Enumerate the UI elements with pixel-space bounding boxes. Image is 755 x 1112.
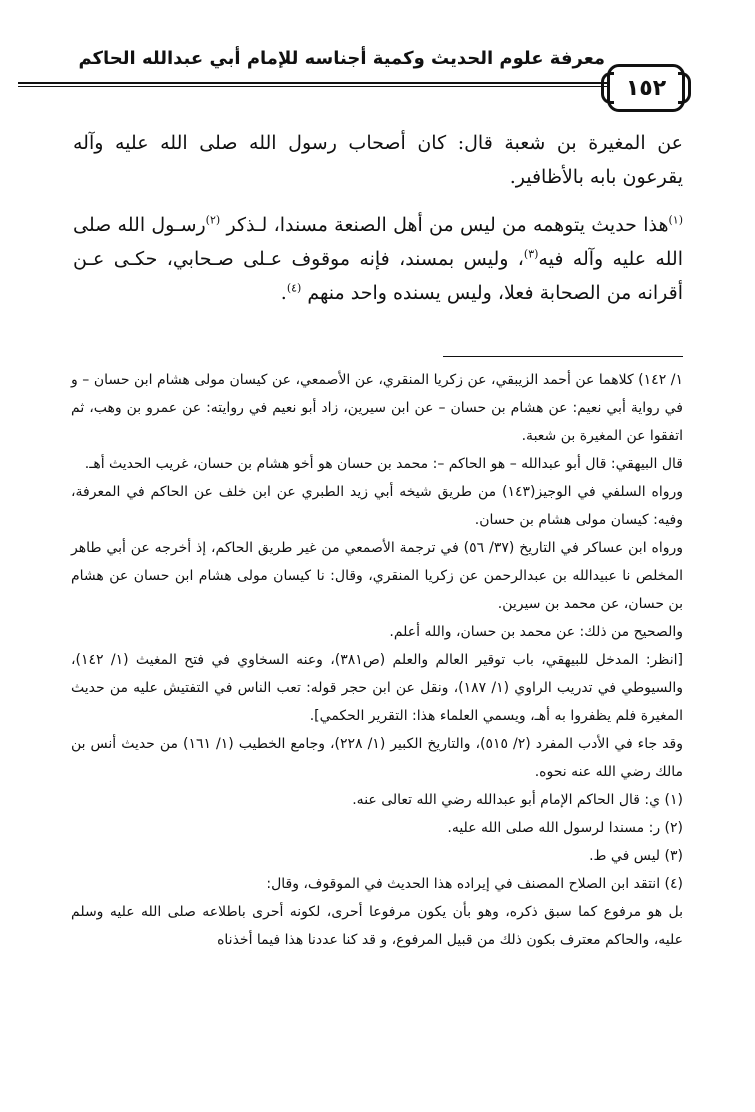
footnotes-section [71,366,683,954]
main-paragraph-2 [73,208,683,310]
footnote-paragraph: ١/ ١٤٢) كلاهما عن أحمد الزيبقي، عن زكريا المنقري، عن الأصمعي، عن كيسان مولى هشام ابن حسان – و في رواية أبي نعيم: عن هشام بن حسان – عن ابن سيرين، زاد أبو نعيم في روايته: عن عمرو بن وهب، ثم اتفقوا عن المغيرة بن شعبة. [71,372,683,444]
footnote-paragraph: بل هو مرفوع كما سبق ذكره، وهو بأن يكون مرفوعا أحرى، لكونه أحرى باطلاعه صلى الله عليه وسلم عليه، والحاكم معترف بكون ذلك من قبيل المرفوع، و قد كنا عددنا هذا فيما أخذناه [71,904,683,948]
footnote-paragraph: وقد جاء في الأدب المفرد (٢/ ٥١٥)، والتاريخ الكبير (١/ ٢٢٨)، وجامع الخطيب (١/ ١٦١) من حديث أنس بن مالك رضي الله عنه نحوه. [71,736,683,780]
header-rule [18,82,618,84]
main-paragraph-2-part-a: هذا حديث يتوهمه من ليس من أهل الصنعة مسندا، لـذكر [226,214,669,236]
page-number: ١٥٢ [625,75,667,101]
main-paragraph-2-part-c: ، وليس بمسند، فإنه موقوف عـلى صـحابي، حكـى عـن أقرانه من الصحابة فعلا، وليس يسنده واحد منهم [73,248,683,304]
footnote-paragraph: ورواه ابن عساكر في التاريخ (٣٧/ ٥٦) في ترجمة الأصمعي من غير طريق الحاكم، إذ أخرجه عن أبي طاهر المخلص نا عبيدالله بن عبدالرحمن عن زكريا المنقري، وقال: نا كيسان مولى هشام ابن حسان عن هشام بن حسان، عن محمد بن سيرين. [71,540,683,612]
footnote-paragraph: [انظر: المدخل للبيهقي، باب توقير العالم والعلم (ص٣٨١)، وعنه السخاوي في فتح المغيث (١/ ١٤٢)، والسيوطي في تدريب الراوي (١/ ١٨٧)، ونقل عن ابن حجر قوله: تعب الناس في التفتيش عليه من حديث المغيرة فلم يظفروا به أهـ، ويسمي العلماء هذا: التقرير الحكمي]. [71,652,683,724]
footnote-separator [443,356,683,357]
footnote-paragraph: (١) ي: قال الحاكم الإمام أبو عبدالله رضي الله تعالى عنه. [352,792,683,808]
main-paragraph-2-part-d: . [280,282,287,304]
header-rule-thin [18,86,618,87]
footnote-marker-4: (٤) [286,281,302,295]
page-number-badge [607,64,685,112]
running-header-title: معرفة علوم الحديث وكمية أجناسه للإمام أبي عبدالله الحاكم [78,48,605,69]
footnote-paragraph: والصحيح من ذلك: عن محمد بن حسان، والله أعلم. [389,624,683,640]
footnote-paragraph: (٢) ر: مسندا لرسول الله صلى الله عليه. [447,820,683,836]
main-text [73,126,683,310]
main-paragraph-1: عن المغيرة بن شعبة قال: كان أصحاب رسول الله صلى الله عليه وآله يقرعون بابه بالأظافير. [73,132,683,188]
footnote-marker-2: (٢) [205,213,221,227]
footnote-paragraph: (٤) انتقد ابن الصلاح المصنف في إيراده هذا الحديث في الموقوف، وقال: [266,876,683,892]
footnote-paragraph: قال البيهقي: قال أبو عبدالله – هو الحاكم –: محمد بن حسان هو أخو هشام بن حسان، غريب الحديث أهـ. [84,456,683,472]
main-paragraph-2-part-b: رسـول الله صلى الله عليه وآله فيه [73,214,683,270]
footnote-marker-3: (٣) [523,247,539,261]
footnote-marker-1: (١) [668,213,684,227]
footnote-paragraph: ورواه السلفي في الوجيز(١٤٣) من طريق شيخه أبي زيد الطبري عن ابن خلف عن الحاكم في المعرفة، وفيه: كيسان مولى هشام بن حسان. [71,484,683,528]
footnote-paragraph: (٣) ليس في ط. [589,848,683,864]
